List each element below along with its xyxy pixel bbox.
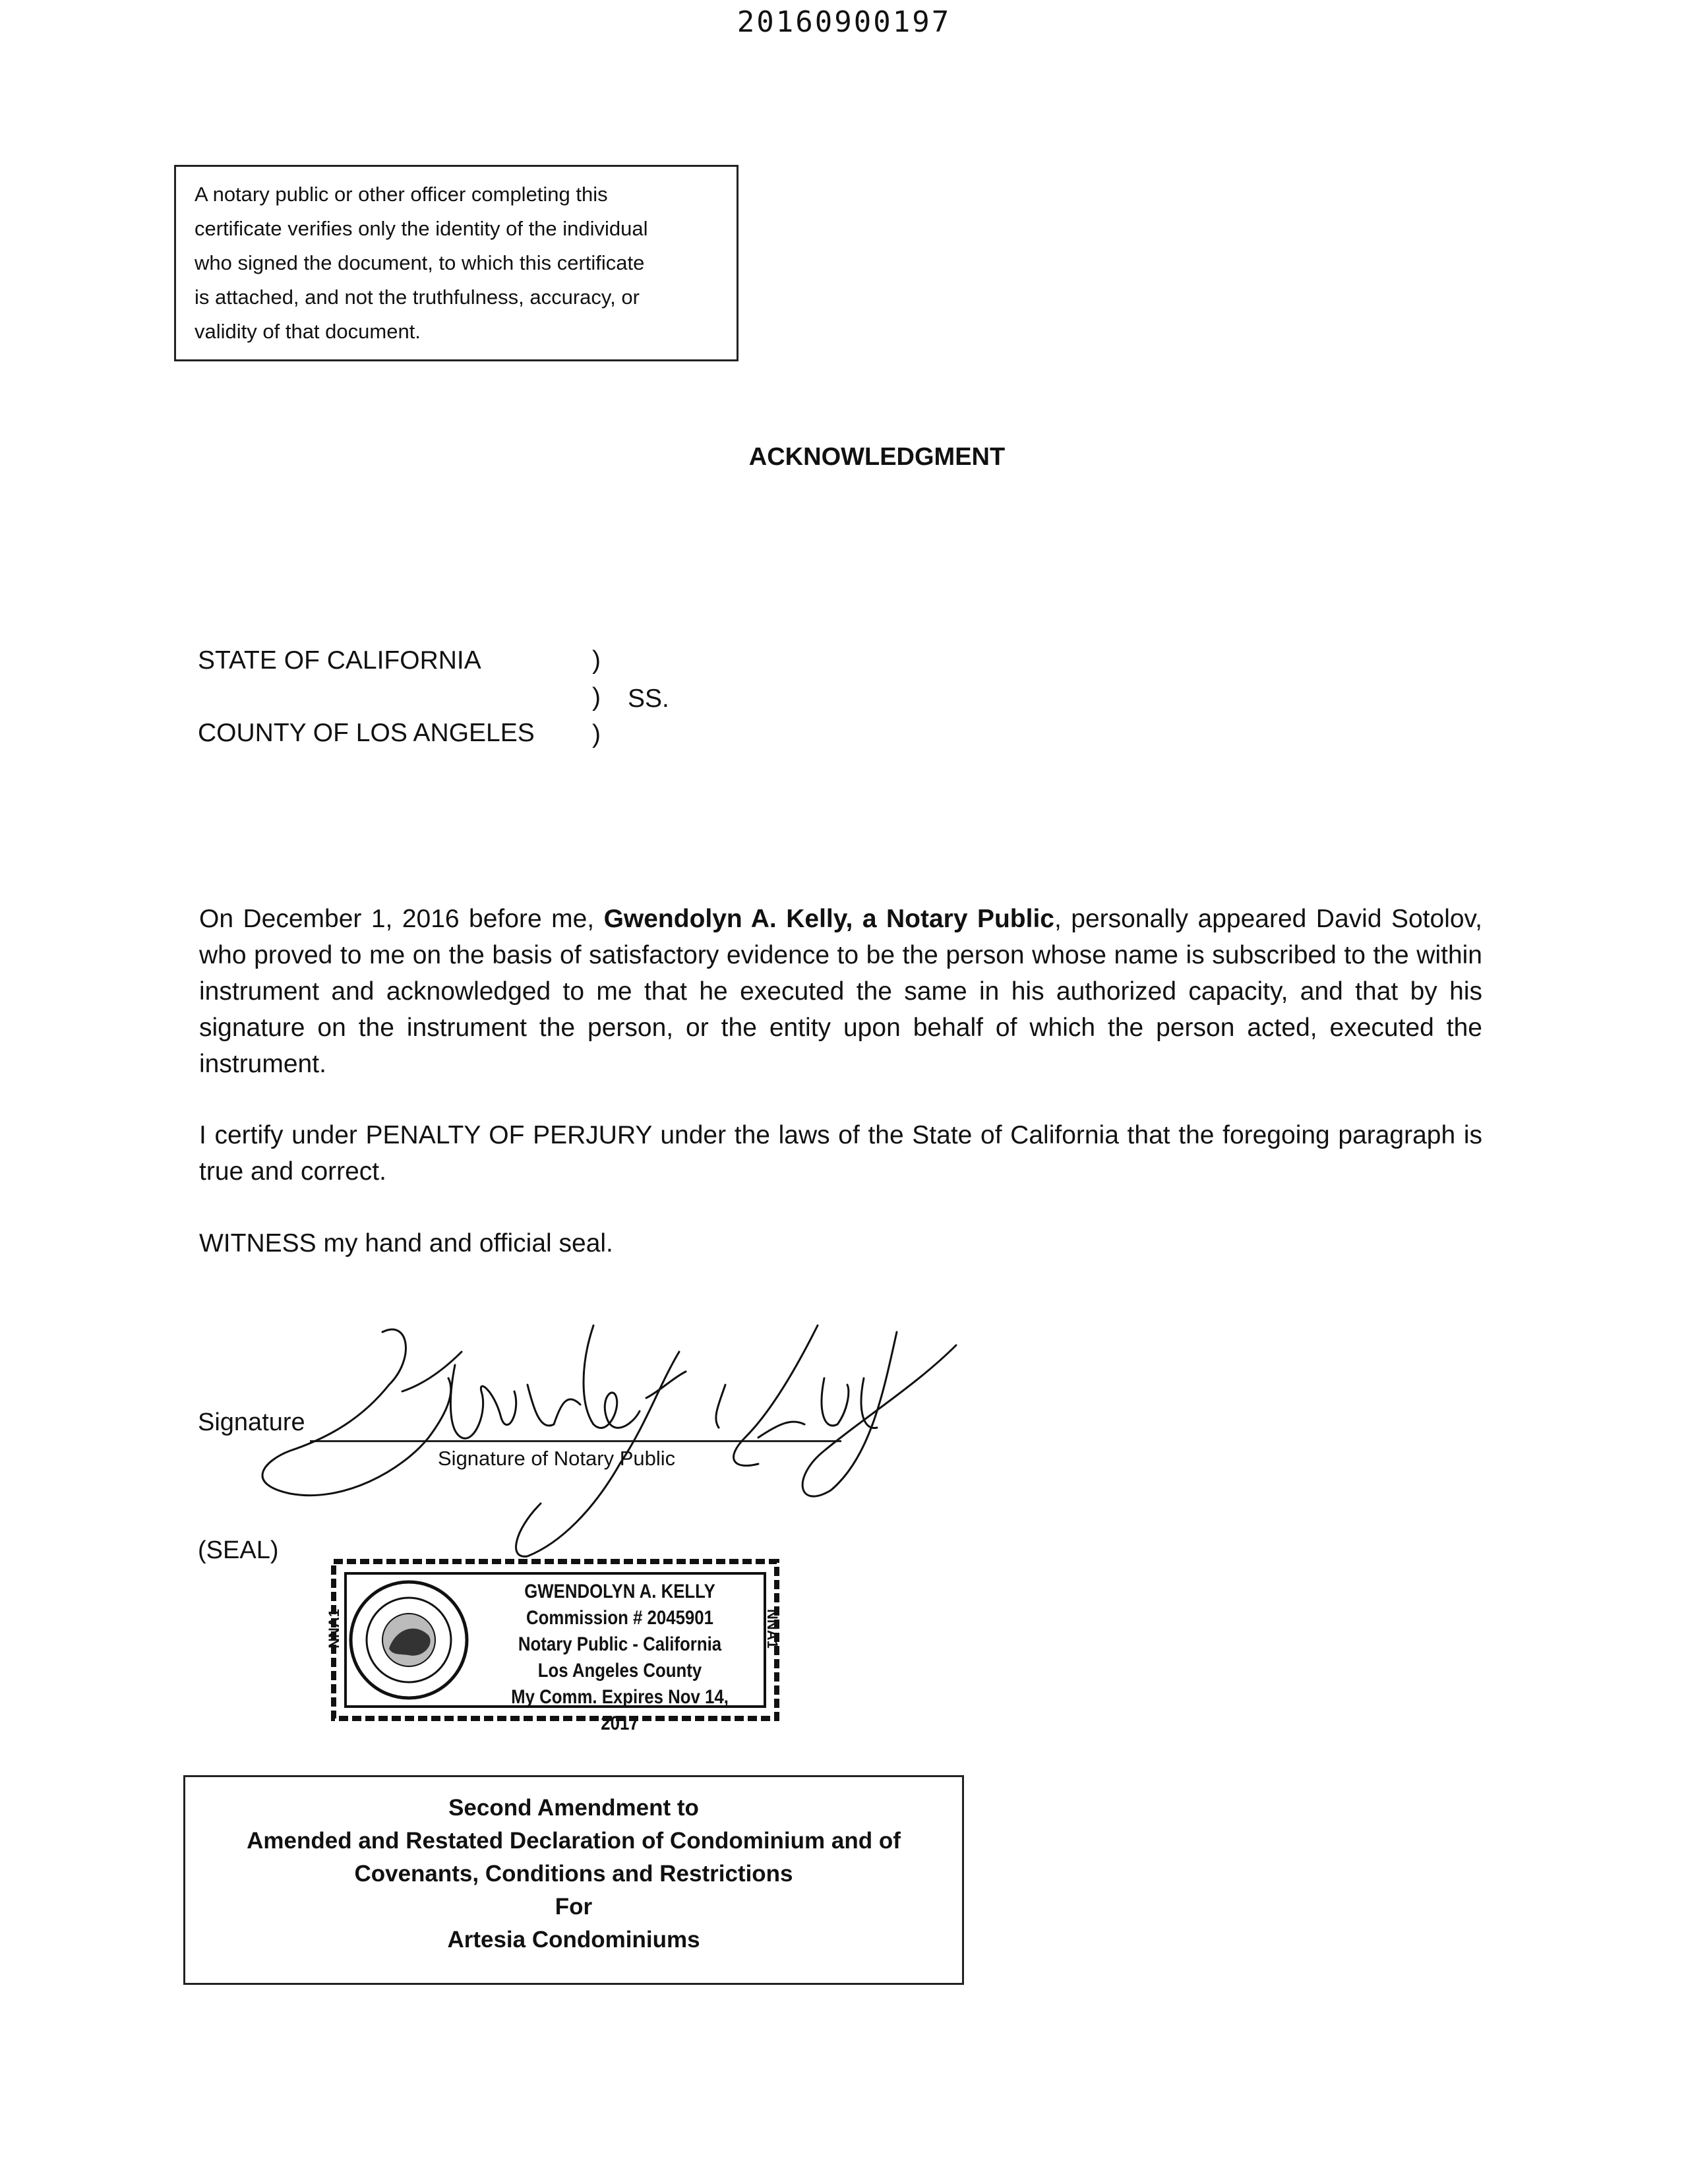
acknowledgment-paragraph — [199, 901, 1482, 1082]
notary-stamp — [326, 1556, 785, 1734]
footer-line: Covenants, Conditions and Restrictions — [354, 1861, 793, 1887]
stamp-expiration: My Comm. Expires Nov 14, 2017 — [511, 1686, 729, 1734]
venue-paren: ) — [592, 720, 601, 748]
footer-line: Second Amendment to — [448, 1795, 699, 1821]
venue-ss: SS. — [628, 684, 669, 713]
paragraph-text: , personally appeared David Sotolov, who proved to me on the basis of satisfactory evidence to be the person whose name is subscribed to the within instrument and acknowledged to me that he executed the same in his authorized capacity, and that by his signature on the instrument the person, or the entity upon behalf of which the person acted, executed the instrument. — [199, 905, 1482, 1078]
disclaimer-line: certificate verifies only the identity of the individual — [195, 217, 648, 240]
signature-caption: Signature of Notary Public — [438, 1447, 676, 1470]
document-number: 20160900197 — [737, 5, 951, 39]
stamp-text-block — [495, 1579, 744, 1737]
venue-state: STATE OF CALIFORNIA — [198, 646, 481, 675]
signature-stroke — [450, 1365, 516, 1438]
stamp-notary-name: GWENDOLYN A. KELLY — [524, 1581, 715, 1602]
signature-stroke — [516, 1352, 679, 1556]
stamp-side-text-left: NNA1 — [326, 1609, 342, 1649]
signature-stroke — [802, 1332, 956, 1496]
signature-stroke — [716, 1385, 725, 1428]
stamp-side-text-right: NNA1 — [764, 1609, 781, 1649]
signature-label: Signature — [198, 1409, 305, 1436]
venue-paren: ) — [592, 683, 601, 712]
disclaimer-line: validity of that document. — [195, 320, 421, 343]
footer-line: Amended and Restated Declaration of Condominium and of — [247, 1828, 901, 1854]
notary-disclaimer-box — [174, 165, 738, 361]
footer-line: Artesia Condominiums — [447, 1927, 700, 1953]
signature-stroke — [822, 1378, 849, 1426]
disclaimer-line: A notary public or other officer completing this — [195, 183, 608, 206]
footer-line: For — [555, 1894, 593, 1920]
paragraph-text: On December 1, 2016 before me, — [199, 905, 604, 933]
witness-paragraph: WITNESS my hand and official seal. — [199, 1229, 613, 1258]
document-title-box — [183, 1775, 964, 1985]
perjury-paragraph: I certify under PENALTY OF PERJURY under the laws of the State of California that the foregoing paragraph is true and correct. — [199, 1121, 1482, 1186]
signature-stroke — [262, 1329, 451, 1496]
signature-stroke — [528, 1385, 580, 1426]
disclaimer-line: is attached, and not the truthfulness, accuracy, or — [195, 286, 640, 309]
acknowledgment-title: ACKNOWLEDGMENT — [748, 443, 1006, 471]
signature-stroke — [734, 1325, 818, 1466]
handwritten-signature — [251, 1312, 963, 1563]
signature-stroke — [758, 1422, 804, 1438]
notary-name: Gwendolyn A. Kelly, a Notary Public — [603, 905, 1054, 933]
stamp-county: Los Angeles County — [537, 1660, 702, 1682]
venue-paren: ) — [592, 646, 601, 675]
disclaimer-line: who signed the document, to which this certificate — [195, 251, 645, 274]
signature-stroke — [584, 1325, 640, 1428]
seal-label: (SEAL) — [198, 1536, 279, 1564]
venue-county: COUNTY OF LOS ANGELES — [198, 719, 535, 747]
stamp-commission: Commission # 2045901 — [526, 1607, 713, 1629]
stamp-title: Notary Public - California — [518, 1633, 722, 1655]
